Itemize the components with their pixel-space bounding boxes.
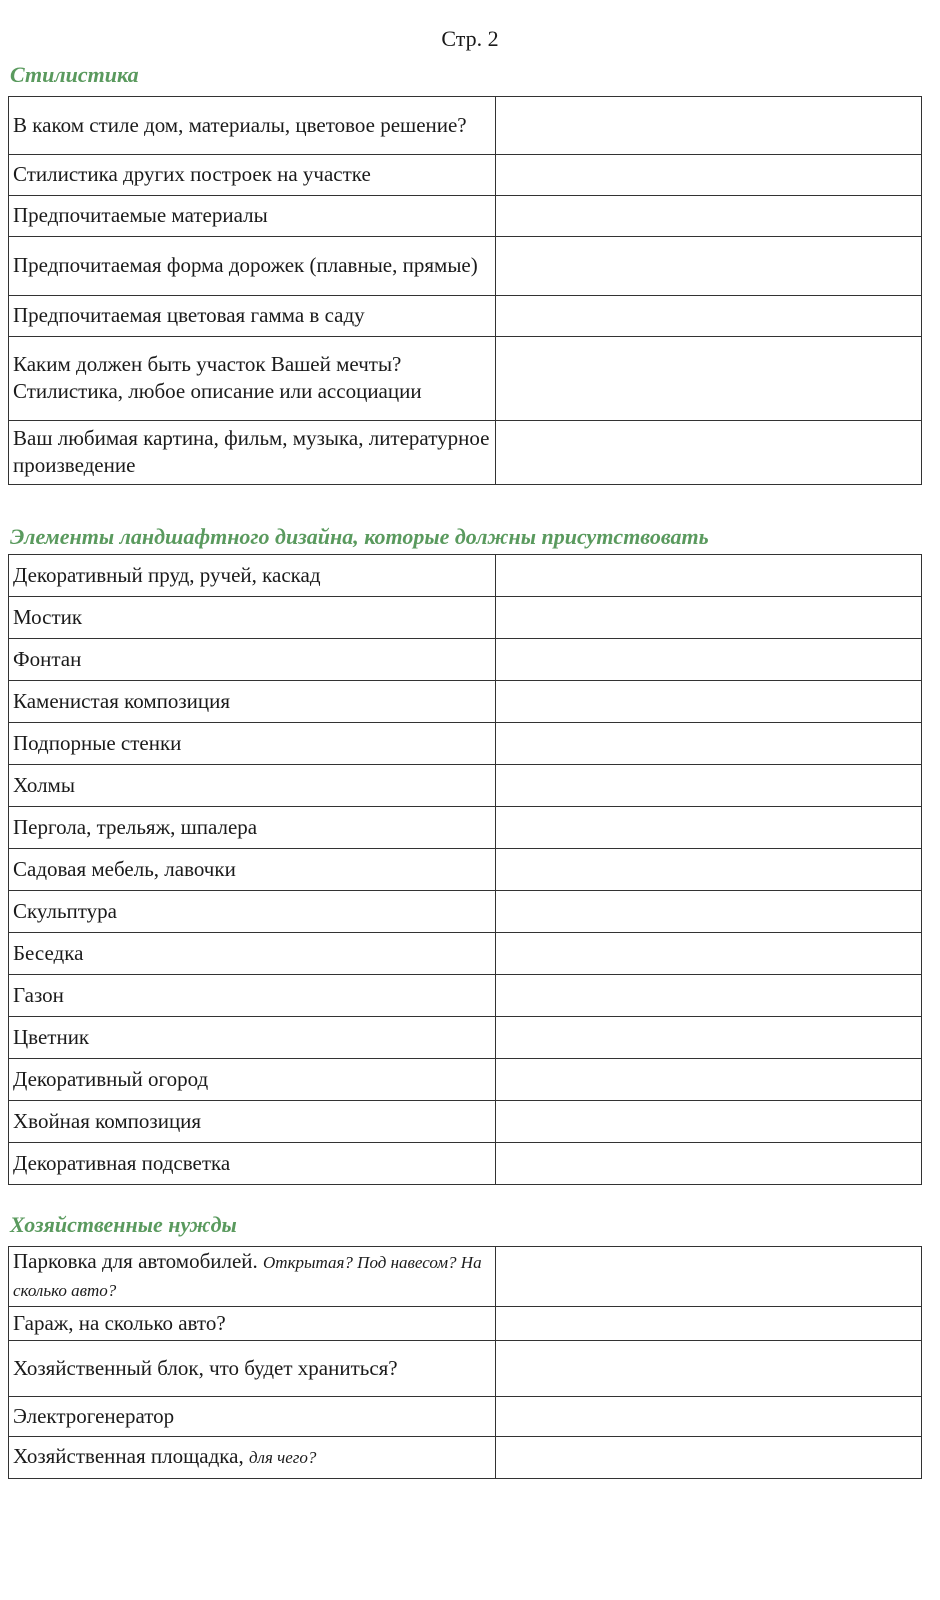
question-cell: Мостик <box>9 597 496 639</box>
table-row <box>9 1101 922 1143</box>
section-title-household: Хозяйственные нужды <box>10 1212 237 1237</box>
style-table <box>8 96 922 485</box>
page-number: Стр. 2 <box>441 26 499 51</box>
table-row <box>9 555 922 597</box>
table-row <box>9 1059 922 1101</box>
question-cell: Электрогенератор <box>9 1397 496 1437</box>
question-cell: Каким должен быть участок Вашей мечты? Стилистика, любое описание или ассоциации <box>9 337 496 421</box>
question-cell: Скульптура <box>9 891 496 933</box>
question-cell: Хвойная композиция <box>9 1101 496 1143</box>
question-cell: Газон <box>9 975 496 1017</box>
answer-cell[interactable] <box>496 1341 922 1397</box>
answer-cell[interactable] <box>496 1307 922 1341</box>
answer-cell[interactable] <box>496 1143 922 1185</box>
table-row <box>9 97 922 155</box>
question-cell <box>9 1247 496 1307</box>
table-row <box>9 421 922 485</box>
question-hint: Открытая? Под навесом? На сколько авто? <box>13 1253 482 1300</box>
answer-cell[interactable] <box>496 849 922 891</box>
answer-cell[interactable] <box>496 933 922 975</box>
question-text: Хозяйственная площадка, <box>13 1444 244 1468</box>
table-row <box>9 765 922 807</box>
question-cell: Декоративная подсветка <box>9 1143 496 1185</box>
question-cell: Каменистая композиция <box>9 681 496 723</box>
answer-cell[interactable] <box>496 555 922 597</box>
question-cell: Ваш любимая картина, фильм, музыка, литературное произведение <box>9 421 496 485</box>
answer-cell[interactable] <box>496 1017 922 1059</box>
question-cell: Предпочитаемая цветовая гамма в саду <box>9 296 496 337</box>
table-row <box>9 196 922 237</box>
table-row <box>9 723 922 765</box>
answer-cell[interactable] <box>496 975 922 1017</box>
question-cell: Декоративный огород <box>9 1059 496 1101</box>
table-row <box>9 849 922 891</box>
question-hint: для чего? <box>248 1448 317 1467</box>
table-row <box>9 296 922 337</box>
answer-cell[interactable] <box>496 97 922 155</box>
question-cell: Беседка <box>9 933 496 975</box>
table-row <box>9 975 922 1017</box>
question-cell: В каком стиле дом, материалы, цветовое решение? <box>9 97 496 155</box>
question-cell: Фонтан <box>9 639 496 681</box>
answer-cell[interactable] <box>496 765 922 807</box>
question-cell: Подпорные стенки <box>9 723 496 765</box>
answer-cell[interactable] <box>496 891 922 933</box>
answer-cell[interactable] <box>496 1437 922 1479</box>
question-cell: Предпочитаемая форма дорожек (плавные, прямые) <box>9 237 496 296</box>
question-cell: Предпочитаемые материалы <box>9 196 496 237</box>
question-cell <box>9 1437 496 1479</box>
question-cell: Садовая мебель, лавочки <box>9 849 496 891</box>
question-text: Парковка для автомобилей. <box>13 1249 258 1273</box>
table-row <box>9 1143 922 1185</box>
answer-cell[interactable] <box>496 421 922 485</box>
table-row <box>9 337 922 421</box>
answer-cell[interactable] <box>496 807 922 849</box>
table-row <box>9 1017 922 1059</box>
answer-cell[interactable] <box>496 1397 922 1437</box>
table-row <box>9 1341 922 1397</box>
table-row <box>9 237 922 296</box>
question-cell: Декоративный пруд, ручей, каскад <box>9 555 496 597</box>
table-row <box>9 639 922 681</box>
table-row <box>9 597 922 639</box>
question-cell: Холмы <box>9 765 496 807</box>
section-title-elements: Элементы ландшафтного дизайна, которые должны присутствовать <box>10 524 709 549</box>
answer-cell[interactable] <box>496 337 922 421</box>
answer-cell[interactable] <box>496 196 922 237</box>
table-row <box>9 1437 922 1479</box>
elements-table <box>8 554 922 1185</box>
answer-cell[interactable] <box>496 1247 922 1307</box>
table-row <box>9 1397 922 1437</box>
answer-cell[interactable] <box>496 237 922 296</box>
question-cell: Стилистика других построек на участке <box>9 155 496 196</box>
question-cell: Хозяйственный блок, что будет храниться? <box>9 1341 496 1397</box>
table-row <box>9 933 922 975</box>
table-row <box>9 807 922 849</box>
answer-cell[interactable] <box>496 723 922 765</box>
table-row <box>9 891 922 933</box>
table-row <box>9 681 922 723</box>
table-row <box>9 1307 922 1341</box>
table-row <box>9 1247 922 1307</box>
answer-cell[interactable] <box>496 1101 922 1143</box>
question-cell: Пергола, трельяж, шпалера <box>9 807 496 849</box>
answer-cell[interactable] <box>496 1059 922 1101</box>
answer-cell[interactable] <box>496 155 922 196</box>
answer-cell[interactable] <box>496 597 922 639</box>
answer-cell[interactable] <box>496 296 922 337</box>
question-cell: Цветник <box>9 1017 496 1059</box>
answer-cell[interactable] <box>496 639 922 681</box>
household-table <box>8 1246 922 1479</box>
table-row <box>9 155 922 196</box>
question-cell: Гараж, на сколько авто? <box>9 1307 496 1341</box>
section-title-style: Стилистика <box>10 62 139 87</box>
answer-cell[interactable] <box>496 681 922 723</box>
